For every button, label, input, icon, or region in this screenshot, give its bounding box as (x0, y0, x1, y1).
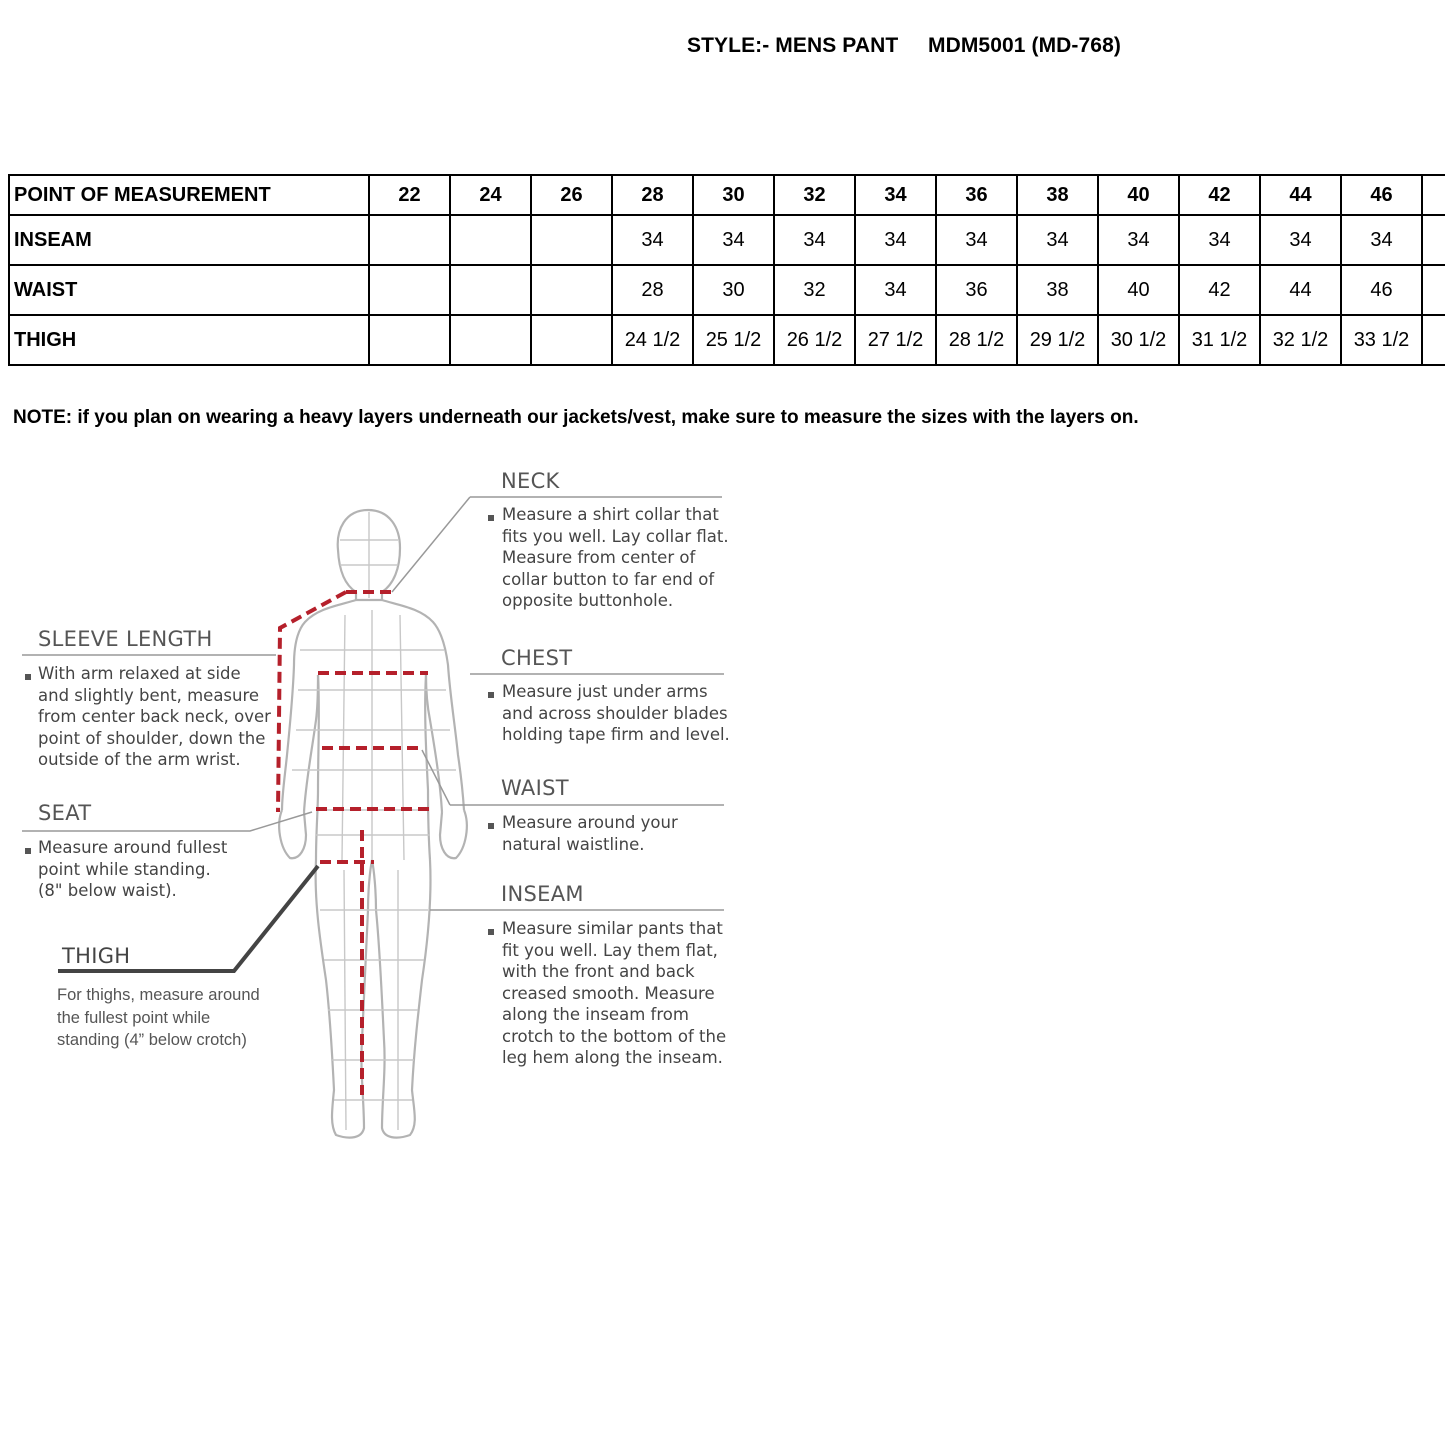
table-cell (450, 265, 531, 315)
table-cell: 34 (774, 215, 855, 265)
table-cell (1422, 315, 1445, 365)
table-cell: 32 1/2 (1260, 315, 1341, 365)
column-header: 36 (936, 175, 1017, 215)
sleeve-heading: SLEEVE LENGTH (38, 627, 213, 651)
table-cell: 32 (774, 265, 855, 315)
table-cell: 38 (1017, 265, 1098, 315)
bullet-icon (25, 848, 31, 854)
table-cell (450, 315, 531, 365)
table-cell: 24 1/2 (612, 315, 693, 365)
chest-heading: CHEST (501, 646, 573, 670)
sleeve-measure-line (278, 592, 346, 812)
measurement-lines (278, 592, 430, 1095)
table-cell: 25 1/2 (693, 315, 774, 365)
table-cell: 26 1/2 (774, 315, 855, 365)
column-header: 32 (774, 175, 855, 215)
table-cell (369, 265, 450, 315)
table-cell (531, 315, 612, 365)
table-cell: 33 1/2 (1341, 315, 1422, 365)
chest-instructions: Measure just under arms and across shoulder blades holding tape firm and level. (502, 682, 730, 744)
table-cell: 34 (936, 215, 1017, 265)
waist-instructions: Measure around your natural waistline. (502, 813, 678, 854)
table-cell: 27 1/2 (855, 315, 936, 365)
seat-instructions: Measure around fullest point while standing. (8" below waist). (38, 838, 228, 900)
column-header: 34 (855, 175, 936, 215)
table-cell (531, 265, 612, 315)
table-cell (369, 315, 450, 365)
table-row-thigh (9, 315, 1445, 365)
page-title: STYLE:- MENS PANT MDM5001 (MD-768) (687, 34, 1121, 57)
body-outline (279, 510, 467, 1138)
inseam-instructions: Measure similar pants that fit you well. Lay them flat, with the front and back creased smooth. Measure along the inseam from crotch to the bottom of the leg hem along the inseam. (502, 919, 727, 1067)
bullet-icon (488, 929, 494, 935)
table-cell: 31 1/2 (1179, 315, 1260, 365)
measurement-guide (0, 450, 760, 1170)
table-cell: 34 (612, 215, 693, 265)
table-cell: 28 (612, 265, 693, 315)
table-cell (369, 215, 450, 265)
table-cell (1422, 215, 1445, 265)
table-cell: 34 (855, 265, 936, 315)
table-cell (531, 215, 612, 265)
table-cell: 34 (1341, 215, 1422, 265)
table-cell (1422, 265, 1445, 315)
neck-heading: NECK (501, 469, 560, 493)
inseam-heading: INSEAM (501, 882, 584, 906)
column-header: 38 (1017, 175, 1098, 215)
waist-heading: WAIST (501, 776, 569, 800)
table-cell: 29 1/2 (1017, 315, 1098, 365)
row-label: WAIST (9, 265, 369, 315)
row-label: THIGH (9, 315, 369, 365)
sleeve-instructions: With arm relaxed at side and slightly bent, measure from center back neck, over point of shoulder, down the outside of the arm wrist. (38, 664, 271, 769)
size-chart-table (8, 174, 1445, 366)
seat-heading: SEAT (38, 801, 92, 825)
table-cell: 46 (1341, 265, 1422, 315)
table-cell (450, 215, 531, 265)
column-header: 26 (531, 175, 612, 215)
column-header: 22 (369, 175, 450, 215)
table-cell: 34 (1179, 215, 1260, 265)
thigh-instructions: For thighs, measure around the fullest point while standing (4” below crotch) (57, 986, 260, 1049)
column-header: 46 (1341, 175, 1422, 215)
thigh-heading: THIGH (62, 944, 131, 968)
neck-instructions: Measure a shirt collar that fits you well. Lay collar flat. Measure from center of collar button to far end of opposite buttonhole. (502, 505, 729, 610)
column-header: 30 (693, 175, 774, 215)
table-row-waist (9, 265, 1445, 315)
column-header: 42 (1179, 175, 1260, 215)
table-cell: 34 (1017, 215, 1098, 265)
table-header-row (9, 175, 1445, 215)
table-cell: 40 (1098, 265, 1179, 315)
column-header: 44 (1260, 175, 1341, 215)
table-cell: 34 (855, 215, 936, 265)
bullet-icon (488, 692, 494, 698)
table-cell: 34 (1260, 215, 1341, 265)
table-cell: 28 1/2 (936, 315, 1017, 365)
bullet-icon (25, 674, 31, 680)
table-cell: 34 (1098, 215, 1179, 265)
table-cell: 34 (693, 215, 774, 265)
column-header: 24 (450, 175, 531, 215)
layering-note: NOTE: if you plan on wearing a heavy layers underneath our jackets/vest, make sure to measure the sizes with the layers on. (13, 407, 1139, 428)
table-cell: 30 1/2 (1098, 315, 1179, 365)
row-label: INSEAM (9, 215, 369, 265)
table-cell: 30 (693, 265, 774, 315)
column-header: 28 (612, 175, 693, 215)
table-cell: 36 (936, 265, 1017, 315)
column-header: 40 (1098, 175, 1179, 215)
column-header: POINT OF MEASUREMENT (9, 175, 369, 215)
table-cell: 42 (1179, 265, 1260, 315)
bullet-icon (488, 515, 494, 521)
table-row-inseam (9, 215, 1445, 265)
table-cell: 44 (1260, 265, 1341, 315)
column-header (1422, 175, 1445, 215)
bullet-icon (488, 823, 494, 829)
